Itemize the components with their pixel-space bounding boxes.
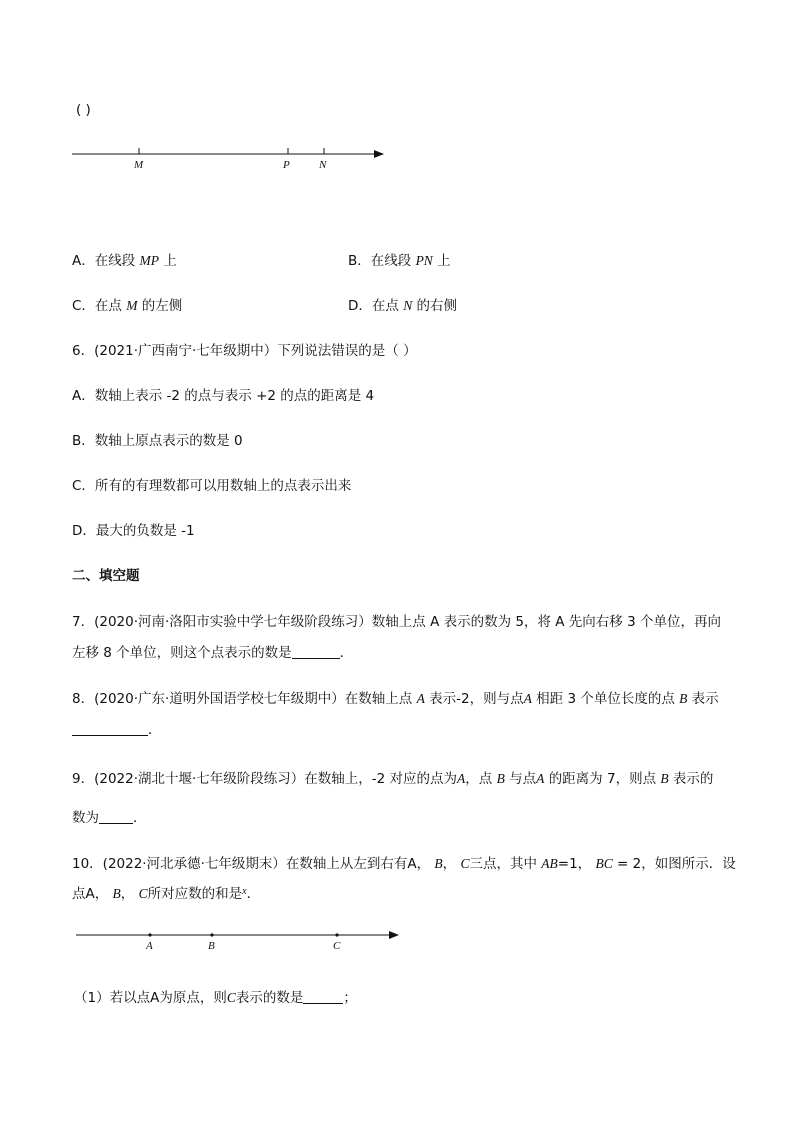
q10-var-x: x [242, 886, 247, 897]
q9-var-b: B [496, 771, 505, 786]
q5-answer-paren: ( ) [76, 102, 91, 118]
q10-point-b [210, 933, 213, 936]
q10-var-c2: C [138, 886, 148, 901]
q9-var-a2: A [536, 771, 545, 786]
q5-option-a-var: MP [139, 253, 160, 268]
q10-var-b2: B [112, 886, 121, 901]
q5-option-b-suffix: 上 [437, 253, 451, 269]
q5-option-a-suffix: 上 [163, 253, 177, 269]
q8-text-3: 相距 3 个单位长度的点 [536, 691, 675, 707]
q5-option-d-var: N [403, 298, 413, 313]
q6-option-c: C．所有的有理数都可以用数轴上的点表示出来 [72, 478, 352, 494]
q10-label-b: B [208, 940, 215, 952]
q8-var-a2: A [523, 691, 532, 706]
q9-var-b2: B [660, 771, 669, 786]
q6-option-a: A．数轴上表示 -2 的点与表示 +2 的点的距离是 4 [72, 388, 375, 404]
q8-var-b: B [679, 691, 688, 706]
q7-line-2-text: 左移 8 个单位，则这个点表示的数是 [72, 645, 292, 661]
q10-label-c: C [333, 940, 341, 952]
section-heading-fill-in: 二、填空题 [72, 568, 140, 584]
q5-option-a [72, 249, 177, 269]
q8-text-1: 8．(2020·广东·道明外国语学校七年级期中）在数轴上点 [72, 691, 413, 707]
q6-stem: 6．(2021·广西南宁·七年级期中）下列说法错误的是（ ） [72, 343, 417, 359]
q10-text-4: = 2，如图所示．设 [617, 856, 736, 872]
q10-sub-1-text-1: （1）若以点A为原点，则 [74, 990, 227, 1006]
q10-text-7: ． [246, 886, 261, 902]
q8-answer-blank[interactable] [72, 723, 148, 736]
q10-point-a [148, 933, 151, 936]
q5-option-d [348, 294, 457, 314]
q9-answer-blank[interactable] [99, 811, 133, 824]
q5-option-c-prefix: C．在点 [72, 298, 122, 314]
q5-option-c [72, 294, 182, 314]
q8-line-2 [72, 718, 162, 738]
q8-line-2-end: ． [148, 722, 162, 738]
q10-var-b: B [434, 856, 443, 871]
q10-var-bc: BC [595, 856, 613, 871]
q10-text-2: 三点，其中 [469, 856, 537, 872]
q10-sub-1-end: ； [343, 990, 357, 1006]
q10-line-1 [72, 852, 736, 872]
q8-line-1 [72, 687, 719, 707]
q10-text-3: =1， [557, 856, 592, 872]
q9-text-4: 的距离为 7，则点 [548, 771, 657, 787]
q5-option-d-prefix: D．在点 [348, 298, 399, 314]
q8-text-2: 表示-2，则与点 [429, 691, 524, 707]
q5-option-d-suffix: 的右侧 [416, 298, 458, 314]
q5-axis-arrow [374, 150, 384, 158]
q10-var-c: C [460, 856, 470, 871]
q5-label-p: P [283, 159, 290, 171]
q5-option-b-prefix: B．在线段 [348, 253, 412, 269]
q9-text-5: 表示的 [672, 771, 714, 787]
q10-sub-1 [74, 986, 357, 1006]
q7-answer-blank[interactable] [292, 646, 340, 659]
q9-text-3: 与点 [509, 771, 537, 787]
q7-line-2-end: ． [339, 645, 354, 661]
q5-option-b-var: PN [415, 253, 433, 268]
q5-option-b [348, 249, 451, 269]
q10-text-1: 10．(2022·河北承德·七年级期末）在数轴上从左到右有A， [72, 856, 431, 872]
q10-label-a: A [146, 940, 153, 952]
q9-var-a: A [457, 771, 466, 786]
q10-sub-1-text-2: 表示的数是 [235, 990, 304, 1006]
q9-text-2: ，点 [465, 771, 493, 787]
q6-option-d: D．最大的负数是 -1 [72, 523, 195, 539]
q7-line-1: 7．(2020·河南·洛阳市实验中学七年级阶段练习）数轴上点 A 表示的数为 5，将 A 先向右移 3 个单位，再向 [72, 614, 721, 630]
q5-label-m: M [134, 159, 144, 171]
q10-sep-2: ， [120, 886, 135, 902]
q10-line-2 [72, 882, 260, 902]
q9-line-2 [72, 806, 147, 826]
q10-sub-1-var-c: C [226, 990, 236, 1005]
q5-option-a-prefix: A．在线段 [72, 253, 136, 269]
q5-option-c-suffix: 的左侧 [141, 298, 183, 314]
q9-text-1: 9．(2022·湖北十堰·七年级阶段练习）在数轴上，-2 对应的点为 [72, 771, 458, 787]
q6-option-b: B．数轴上原点表示的数是 0 [72, 433, 243, 449]
q10-sep-1: ， [442, 856, 457, 872]
q10-text-6: 所对应数的和是 [147, 886, 243, 902]
q10-text-5: 点A， [72, 886, 109, 902]
q5-option-c-var: M [126, 298, 138, 313]
q9-line-2-end: ． [133, 810, 147, 826]
q10-var-ab: AB [541, 856, 558, 871]
q10-axis-arrow [389, 931, 399, 939]
q10-point-c [335, 933, 338, 936]
q5-label-n: N [319, 159, 327, 171]
q8-text-4: 表示 [691, 691, 719, 707]
q7-line-2 [72, 641, 353, 661]
q9-text-6: 数为 [72, 810, 99, 826]
q8-var-a: A [416, 691, 425, 706]
q9-line-1 [72, 767, 713, 787]
q10-sub-1-answer-blank[interactable] [303, 991, 343, 1004]
